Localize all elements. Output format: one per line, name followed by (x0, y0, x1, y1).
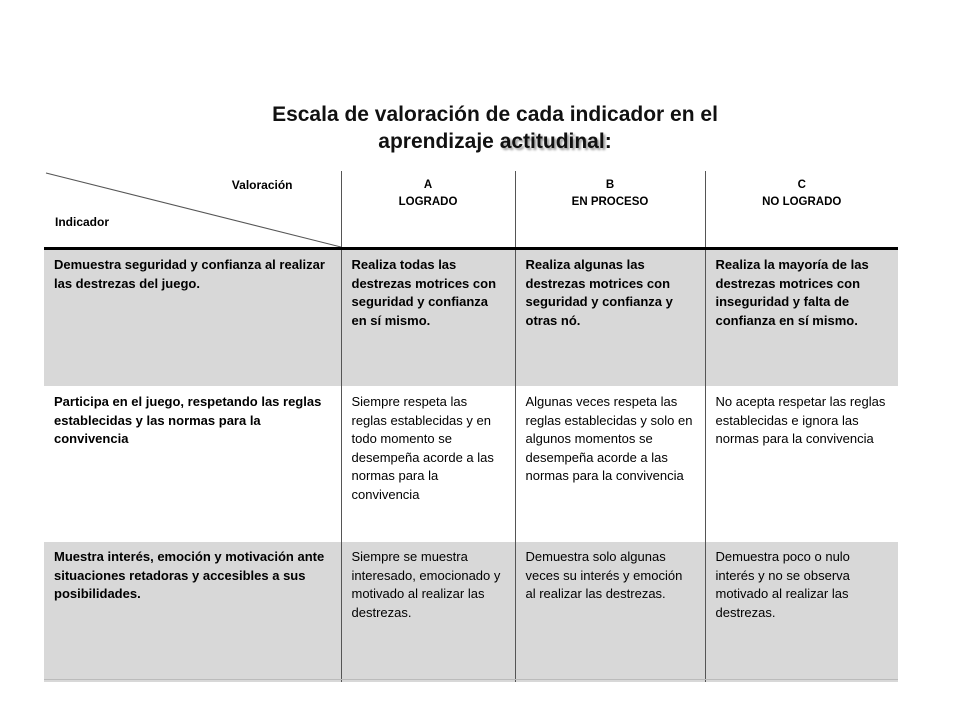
title-line-1: Escala de valoración de cada indicador en el (272, 103, 718, 126)
level-b-cell: Algunas veces respeta las reglas establecidas y solo en algunos momentos se desempeña acorde a las normas para la convivencia (515, 387, 705, 542)
level-c-cell: Demuestra poco o nulo interés y no se observa motivado al realizar las destrezas. (705, 542, 898, 683)
valoracion-label: Valoración (231, 178, 293, 192)
table-row (44, 249, 898, 387)
header-row (44, 171, 898, 249)
level-a-cell: Realiza todas las destrezas motrices con seguridad y confianza en sí mismo. (341, 249, 515, 387)
table-row (44, 387, 898, 542)
title-line-2-suffix: : (604, 130, 612, 153)
column-label: NO LOGRADO (762, 196, 842, 208)
column-header-a (341, 171, 515, 249)
rubric-table (44, 171, 898, 682)
column-label: EN PROCESO (571, 196, 649, 208)
page-title (160, 101, 830, 155)
level-b-cell: Demuestra solo algunas veces su interés y emoción al realizar las destrezas. (515, 542, 705, 683)
indicator-cell: Participa en el juego, respetando las reglas establecidas y las normas para la convivencia (44, 387, 341, 542)
diagonal-divider (44, 171, 341, 247)
indicador-label: Indicador (55, 215, 110, 229)
level-a-cell: Siempre respeta las reglas establecidas y en todo momento se desempeña acorde a las normas para la convivencia (341, 387, 515, 542)
corner-header-cell (44, 171, 341, 249)
column-letter: A (423, 179, 433, 191)
title-line-2 (160, 128, 830, 155)
level-a-cell: Siempre se muestra interesado, emocionado y motivado al realizar las destrezas. (341, 542, 515, 683)
table-row (44, 542, 898, 683)
level-c-cell: No acepta respetar las reglas establecidas e ignora las normas para la convivencia (705, 387, 898, 542)
title-highlight-word: actitudinal (499, 130, 605, 153)
indicator-cell: Demuestra seguridad y confianza al realizar las destrezas del juego. (44, 249, 341, 387)
column-header-b (515, 171, 705, 249)
level-c-cell: Realiza la mayoría de las destrezas motrices con inseguridad y falta de confianza en sí mismo. (705, 249, 898, 387)
title-line-2-prefix: aprendizaje (378, 130, 500, 153)
level-b-cell: Realiza algunas las destrezas motrices con seguridad y confianza y otras nó. (515, 249, 705, 387)
column-label: LOGRADO (398, 196, 458, 208)
column-letter: C (797, 179, 806, 191)
table-bottom-divider (44, 679, 898, 680)
indicator-cell: Muestra interés, emoción y motivación ante situaciones retadoras y accesibles a sus posibilidades. (44, 542, 341, 683)
column-header-c (705, 171, 898, 249)
column-letter: B (605, 179, 615, 191)
